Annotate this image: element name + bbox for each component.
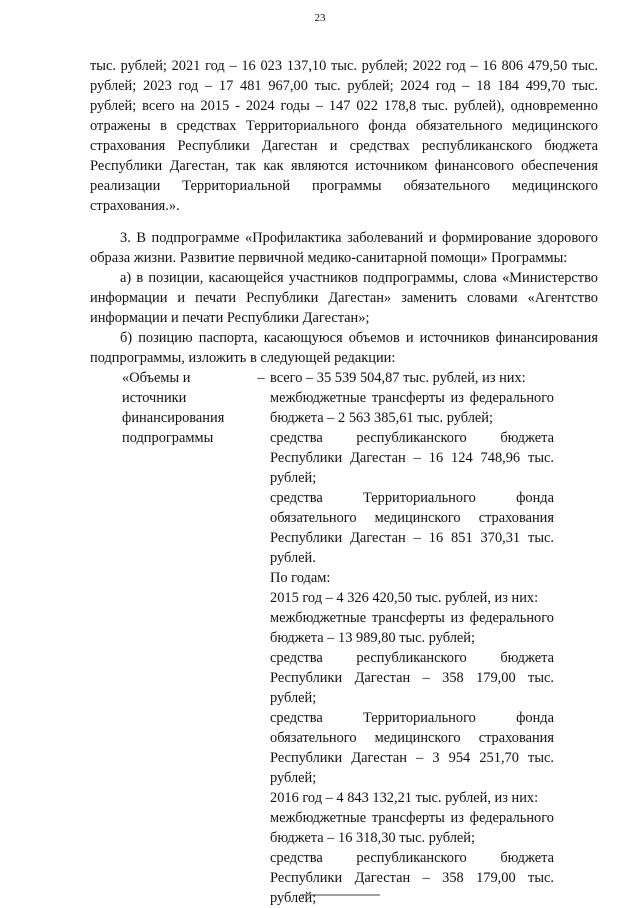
funding-details (270, 368, 554, 908)
funding-line: средства республиканского бюджета Республики Дагестан – 358 179,00 тыс. рублей; (270, 850, 554, 906)
document-body (90, 56, 598, 908)
funding-line: 2016 год – 4 843 132,21 тыс. рублей, из них: (270, 790, 539, 806)
intro-line: тыс. рублей; всего на 2015 - 2024 годы – 147 022 178,8 тыс. рублей), (90, 78, 599, 114)
scan-mark (300, 893, 380, 897)
funding-line: межбюджетные трансферты из федерального бюджета – 16 318,30 тыс. рублей; (270, 810, 554, 846)
intro-line: республиканского бюджета Республики Дагестан, так как являются (90, 138, 598, 174)
funding-line: средства Территориального фонда обязательного медицинского страхования Республики Дагестан – 16 851 370,31 тыс. рублей. (270, 490, 554, 566)
funding-label: «Объемы и источники финансирования подпрограммы (122, 370, 225, 446)
intro-line: одновременно отражены в средствах Территориального фонда обязательного (90, 98, 598, 134)
intro-line: источником финансового обеспечения реализации Территориальной (90, 158, 598, 194)
intro-line: тыс. рублей; 2023 год – 17 481 967,00 тыс. рублей; 2024 год – 18 184 499,70 (90, 58, 598, 94)
intro-line: тыс. рублей; 2021 год – 16 023 137,10 тыс. рублей; 2022 год – 16 806 479,50 (90, 58, 568, 74)
section-3-heading: 3. В подпрограмме «Профилактика заболеваний и формирование здорового образа жизни. Развитие первичной медико-санитарной помощи» Программы: (90, 230, 598, 266)
funding-line: средства республиканского бюджета Республики Дагестан – 16 124 748,96 тыс. рублей; (270, 430, 554, 486)
funding-line: 2015 год – 4 326 420,50 тыс. рублей, из них: (270, 590, 539, 606)
intro-line: программы обязательного медицинского страхования.». (90, 178, 598, 214)
funding-line: По годам: (270, 570, 331, 586)
section-3-item-a: а) в позиции, касающейся участников подпрограммы, слова «Министерство информации и печати Республики Дагестан» заменить словами «Агентство информации и печати Республики Дагестан»; (90, 270, 598, 326)
page-number: 23 (314, 12, 326, 24)
funding-line: межбюджетные трансферты из федерального бюджета – 13 989,80 тыс. рублей; (270, 610, 554, 646)
dash-separator: – (257, 370, 265, 386)
intro-paragraph (90, 56, 598, 216)
funding-line: межбюджетные трансферты из федерального бюджета – 2 563 385,61 тыс. рублей; (270, 390, 554, 426)
funding-line: средства республиканского бюджета Республики Дагестан – 358 179,00 тыс. рублей; (270, 650, 554, 706)
funding-line: всего – 35 539 504,87 тыс. рублей, из них: (270, 370, 526, 386)
section-3-item-b: б) позицию паспорта, касающуюся объемов и источников финансирования подпрограммы, изложить в следующей редакции: (90, 330, 598, 366)
funding-line: средства Территориального фонда обязательного медицинского страхования Республики Дагестан – 3 954 251,70 тыс. рублей; (270, 710, 554, 786)
intro-line: медицинского страхования Республики Дагестан и средствах (90, 118, 598, 154)
funding-table (90, 368, 598, 908)
